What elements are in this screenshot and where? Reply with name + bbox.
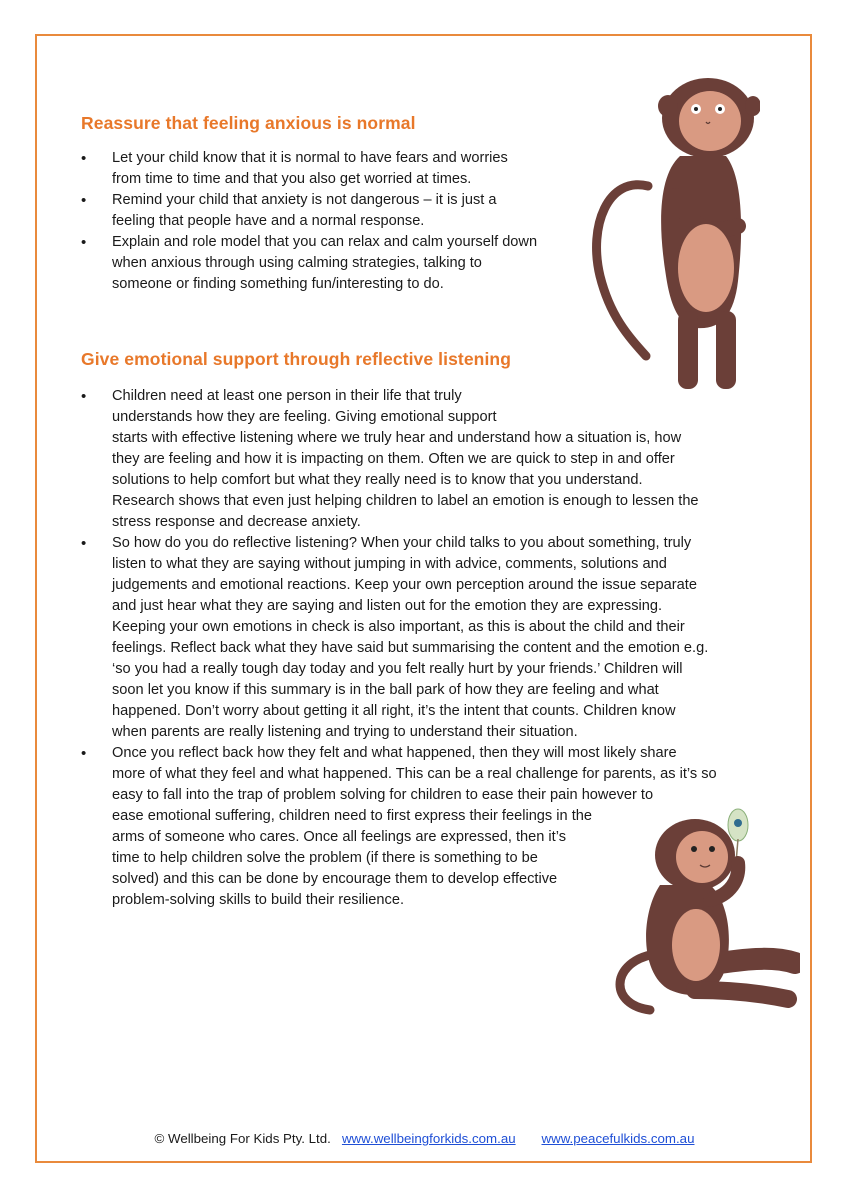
list-item-line: when anxious through using calming strategies, talking to: [112, 255, 482, 271]
list-item-line: when parents are really listening and trying to understand their situation.: [112, 724, 578, 740]
list-item-line: problem-solving skills to build their resilience.: [112, 892, 404, 908]
list-item-line: easy to fall into the trap of problem solving for children to ease their pain however to: [112, 787, 654, 803]
list-item-line: • Remind your child that anxiety is not dangerous – it is just a: [112, 192, 497, 208]
list-item-line: and just hear what they are saying and listen out for the emotion they are expressing.: [112, 598, 663, 614]
footer-link-wellbeingforkids[interactable]: www.wellbeingforkids.com.au: [341, 1131, 516, 1146]
list-item-line: they are feeling and how it is impacting on them. Often we are quick to step in and offer: [112, 451, 675, 467]
reassure-list: [81, 148, 581, 295]
list-item-line: solutions to help comfort but what they really need is to know that you understand.: [112, 472, 643, 488]
list-item-line: • Once you reflect back how they felt and what happened, then they will most likely share: [112, 745, 677, 761]
list-item-line: happened. Don’t worry about getting it all right, it’s the intent that counts. Children know: [112, 703, 676, 719]
list-item-line: • Children need at least one person in their life that truly: [112, 388, 462, 404]
list-item-line: ‘so you had a really tough day today and you felt really hurt by your friends.’ Children will: [112, 661, 683, 677]
list-item-line: feeling that people have and a normal response.: [112, 213, 425, 229]
list-item-line: from time to time and that you also get worried at times.: [112, 171, 472, 187]
list-item-line: • Explain and role model that you can relax and calm yourself down: [112, 234, 538, 250]
list-item-line: someone or finding something fun/interesting to do.: [112, 276, 444, 292]
list-item-line: feelings. Reflect back what they have said but summarising the content and the emotion e.g.: [112, 640, 709, 656]
list-item-line: listen to what they are saying without jumping in with advice, comments, solutions and: [112, 556, 667, 572]
list-item-line: solved) and this can be done by encourage them to develop effective: [112, 871, 558, 887]
list-item-line: arms of someone who cares. Once all feelings are expressed, then it’s: [112, 829, 566, 845]
list-item-line: • So how do you do reflective listening? When your child talks to you about something, truly: [112, 535, 692, 551]
footer-copyright: © Wellbeing For Kids Pty. Ltd.: [154, 1131, 331, 1146]
section-heading-emotional-support: Give emotional support through reflective listening: [81, 349, 512, 369]
standing-monkey-illustration: [588, 76, 760, 394]
list-item-line: understands how they are feeling. Giving emotional support: [112, 409, 497, 425]
list-item: [81, 232, 581, 295]
list-item: [81, 386, 781, 533]
list-item-line: stress response and decrease anxiety.: [112, 514, 361, 530]
list-item: [81, 533, 781, 743]
list-item-line: ease emotional suffering, children need to first express their feelings in the: [112, 808, 592, 824]
footer-link-peacefulkids[interactable]: www.peacefulkids.com.au: [541, 1131, 695, 1146]
list-item-line: • Let your child know that it is normal to have fears and worries: [112, 150, 508, 166]
section-heading-reassure: Reassure that feeling anxious is normal: [81, 113, 416, 133]
sitting-monkey-with-feather-illustration: [610, 805, 800, 1015]
list-item-line: soon let you know if this summary is in the ball park of how they are feeling and what: [112, 682, 659, 698]
list-item: [81, 148, 581, 190]
list-item-line: judgements and emotional reactions. Keep your own perception around the issue separate: [112, 577, 697, 593]
list-item-line: time to help children solve the problem (if there is something to be: [112, 850, 538, 866]
list-item-line: Research shows that even just helping children to label an emotion is enough to lessen the: [112, 493, 699, 509]
list-item-line: Keeping your own emotions in check is also important, as this is about the child and their: [112, 619, 685, 635]
footer: [0, 1131, 849, 1146]
list-item-line: more of what they feel and what happened. This can be a real challenge for parents, as it’s so: [112, 766, 717, 782]
list-item-line: starts with effective listening where we truly hear and understand how a situation is, how: [112, 430, 682, 446]
list-item: [81, 190, 581, 232]
